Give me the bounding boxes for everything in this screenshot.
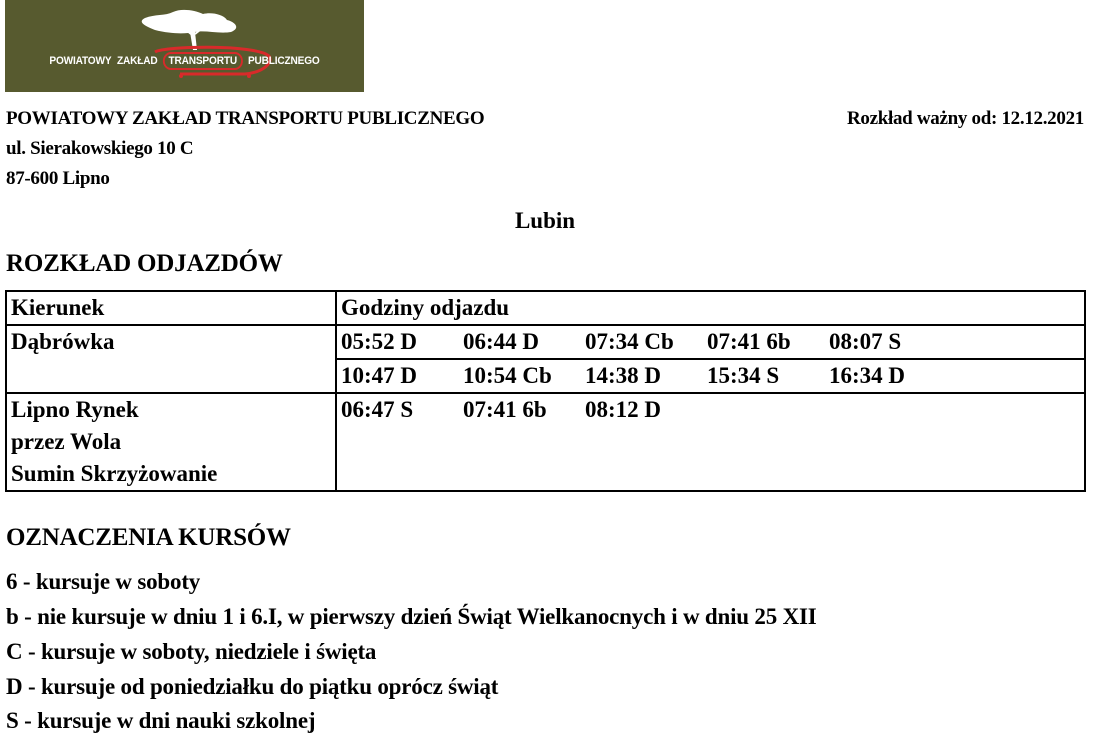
departure-time: 07:41 6b bbox=[463, 397, 547, 422]
company-name: POWIATOWY ZAKŁAD TRANSPORTU PUBLICZNEGO bbox=[6, 108, 485, 129]
logo-text-4: PUBLICZNEGO bbox=[247, 55, 320, 67]
logo-wordmark bbox=[19, 52, 349, 70]
direction-lipno bbox=[6, 393, 336, 491]
legend-title: OZNACZENIA KURSÓW bbox=[6, 524, 291, 551]
legend-item: S - kursuje w dni nauki szkolnej bbox=[6, 708, 316, 733]
departure-time: 08:07 S bbox=[829, 329, 902, 354]
legend-item: b - nie kursuje w dniu 1 i 6.I, w pierwszy dzień Świąt Wielkanocnych i w dniu 25 XII bbox=[6, 604, 817, 629]
stop-name: Lubin bbox=[514, 208, 576, 233]
table-header-row bbox=[6, 291, 1085, 325]
times-cell bbox=[336, 393, 1085, 491]
departure-time: 05:52 D bbox=[341, 329, 418, 354]
logo-text-1: POWIATOWY bbox=[49, 55, 112, 67]
legend-item: C - kursuje w soboty, niedziele i święta bbox=[6, 639, 377, 664]
company-logo bbox=[5, 0, 364, 92]
direction-line: przez Wola bbox=[11, 429, 122, 454]
departure-time: 14:38 D bbox=[585, 363, 662, 388]
departure-time: 08:12 D bbox=[585, 397, 662, 422]
departure-time: 06:44 D bbox=[463, 329, 540, 354]
departure-time: 16:34 D bbox=[829, 363, 906, 388]
tree-logo-icon bbox=[5, 0, 364, 92]
times-cell bbox=[336, 359, 1085, 393]
table-row bbox=[6, 325, 1085, 359]
legend-item: 6 - kursuje w soboty bbox=[6, 569, 201, 594]
header-times: Godziny odjazdu bbox=[336, 291, 1085, 325]
departure-time: 07:41 6b bbox=[707, 329, 791, 354]
timetable-title: ROZKŁAD ODJAZDÓW bbox=[6, 250, 283, 277]
validity-date: Rozkład ważny od: 12.12.2021 bbox=[846, 108, 1084, 129]
timetable bbox=[5, 290, 1086, 492]
logo-text-3: TRANSPORTU bbox=[163, 52, 242, 70]
departure-time: 06:47 S bbox=[341, 397, 414, 422]
times-cell bbox=[336, 325, 1085, 359]
company-street: ul. Sierakowskiego 10 C bbox=[6, 138, 194, 159]
table-row bbox=[6, 393, 1085, 491]
departure-time: 07:34 Cb bbox=[585, 329, 674, 354]
departure-time: 10:54 Cb bbox=[463, 363, 552, 388]
company-city: 87-600 Lipno bbox=[6, 168, 110, 189]
legend-item: D - kursuje od poniedziałku do piątku oprócz świąt bbox=[6, 674, 499, 699]
direction-line: Lipno Rynek bbox=[11, 397, 139, 422]
direction-dabrowka: Dąbrówka bbox=[6, 325, 336, 393]
departure-time: 10:47 D bbox=[341, 363, 418, 388]
direction-line: Sumin Skrzyżowanie bbox=[11, 461, 218, 486]
header-direction: Kierunek bbox=[6, 291, 336, 325]
logo-text-2: ZAKŁAD bbox=[116, 55, 158, 67]
departure-time: 15:34 S bbox=[707, 363, 780, 388]
